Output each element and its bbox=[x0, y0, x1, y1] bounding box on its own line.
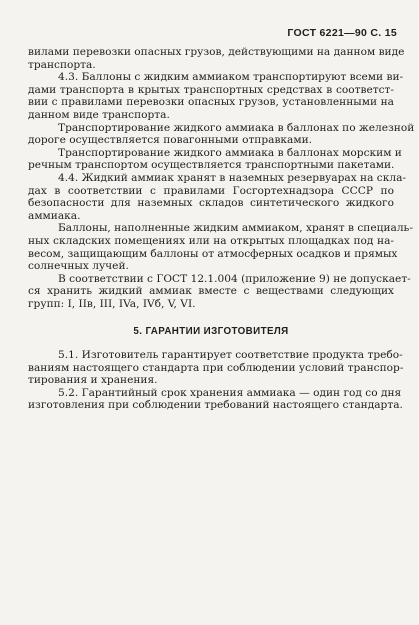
paragraph-5-2 bbox=[28, 386, 403, 412]
text-line: 5.2. Гарантийный срок хранения аммиака — один год со дня bbox=[58, 386, 402, 399]
text-line: Транспортирование жидкого аммиака в баллонах по железной bbox=[58, 121, 415, 134]
text-line: дами транспорта в крытых транспортных средствах в соответст- bbox=[28, 83, 394, 96]
text-line: данном виде транспорта. bbox=[28, 108, 170, 121]
paragraph-gost-compatibility bbox=[28, 272, 411, 311]
text-line: 4.4. Жидкий аммиак хранят в наземных резервуарах на скла- bbox=[58, 171, 406, 184]
text-line: весом, защищающим баллоны от атмосферных осадков и прямых bbox=[28, 247, 398, 260]
text-line: изготовления при соблюдении требований настоящего стандарта. bbox=[28, 399, 403, 412]
paragraph-4-3 bbox=[28, 71, 404, 121]
page-header: ГОСТ 6221—90 С. 15 bbox=[287, 27, 397, 39]
paragraph-cylinder-storage bbox=[28, 222, 413, 273]
document-body bbox=[28, 46, 415, 412]
text-line: речным транспортом осуществляется транспортными пакетами. bbox=[28, 159, 395, 172]
text-line: 4.3. Баллоны с жидким аммиаком транспортируют всеми ви- bbox=[58, 71, 404, 84]
text-line: дороге осуществляется повагонными отправками. bbox=[28, 134, 313, 147]
text-line: транспорта. bbox=[28, 58, 96, 71]
text-line: тирования и хранения. bbox=[28, 374, 158, 387]
text-line: групп: I, IIв, III, IVa, IVб, V, VI. bbox=[28, 297, 196, 310]
text-line: Транспортирование жидкого аммиака в баллонах морским и bbox=[58, 146, 402, 159]
paragraph-5-1 bbox=[28, 349, 404, 387]
text-line: дах в соответствии с правилами Госгортехнадзора СССР по bbox=[28, 184, 394, 197]
text-line: Баллоны, наполненные жидким аммиаком, хранят в специаль- bbox=[58, 222, 413, 235]
text-line: солнечных лучей. bbox=[28, 260, 129, 273]
text-line: ваниям настоящего стандарта при соблюдении условий транспор- bbox=[28, 361, 404, 374]
section-title: 5. ГАРАНТИИ ИЗГОТОВИТЕЛЯ bbox=[133, 326, 289, 338]
text-line: В соответствии с ГОСТ 12.1.004 (приложение 9) не допускает- bbox=[58, 272, 411, 285]
text-line: 5.1. Изготовитель гарантирует соответствие продукта требо- bbox=[58, 349, 403, 362]
text-line: вии с правилами перевозки опасных грузов, установленными на bbox=[28, 96, 394, 109]
text-line: безопасности для наземных складов синтетического жидкого bbox=[28, 197, 394, 210]
text-line: ся хранить жидкий аммиак вместе с веществами следующих bbox=[28, 285, 394, 298]
paragraph-4-4 bbox=[28, 171, 406, 222]
text-line: аммиака. bbox=[28, 209, 81, 222]
text-line: вилами перевозки опасных грузов, действующими на данном виде bbox=[28, 46, 405, 58]
paragraph-transport-rules-end bbox=[28, 46, 405, 71]
paragraph-rail-sea-transport bbox=[28, 121, 415, 172]
text-line: ных складских помещениях или на открытых площадках под на- bbox=[28, 234, 394, 247]
